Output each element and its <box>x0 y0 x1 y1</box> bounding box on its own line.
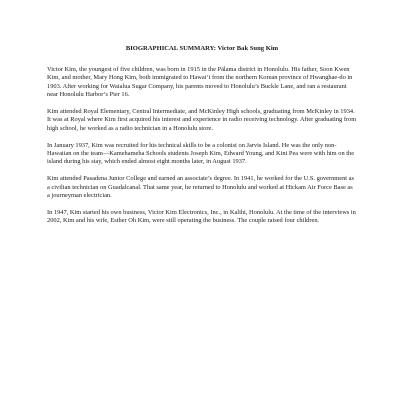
paragraph-1: Victor Kim, the youngest of five children, was born in 1915 in the Pālama district in Honolulu. His father, Soon Kwen Kim, and mother, Mary Hong Kim, both immigrated to Hawai‘i from the northern Korean province of Hwanghae-do in 1903. After working for Waialua Sugar Company, his parents moved to Honolulu’s Buckle Lane, and ran a restaurant near Honolulu Harbor’s Pier 16. <box>47 66 353 99</box>
document-body <box>47 45 357 234</box>
document-title: BIOGRAPHICAL SUMMARY: Victor Bak Sung Kim <box>125 45 279 52</box>
paragraph-2: Kim attended Royal Elementary, Central Intermediate, and McKinley High schools, graduating from McKinley in 1934. It was at Royal where Kim first acquired his interest and experience in radio receiving technology. After graduating from high school, he worked as a radio technician in a Honolulu store. <box>47 107 357 132</box>
paragraph-3: In January 1937, Kim was recruited for his technical skills to be a colonist on Jarvis Island. He was the only non-Hawaiian on the team—Kamehameha Schools students Joseph Kim, Edward Young, and Kini Pea were with him on the island during his stay, which ended almost eight months later, in August 1937. <box>47 141 355 166</box>
paragraph-4: Kim attended Pasadena Junior College and earned an associate’s degree. In 1941, he worked for the U.S. government as a civilian technician on Guadalcanal. That same year, he returned to Honolulu and worked at Hickam Air Force Base as a journeyman electrician. <box>47 175 355 199</box>
paragraph-5: In 1947, Kim started his own business, Victor Kim Electronics, Inc., in Kalihi, Honolulu. At the time of the interviews in 2002, Kim and his wife, Esther Oh Kim, were still operating the business. The couple raised four children. <box>47 208 356 225</box>
